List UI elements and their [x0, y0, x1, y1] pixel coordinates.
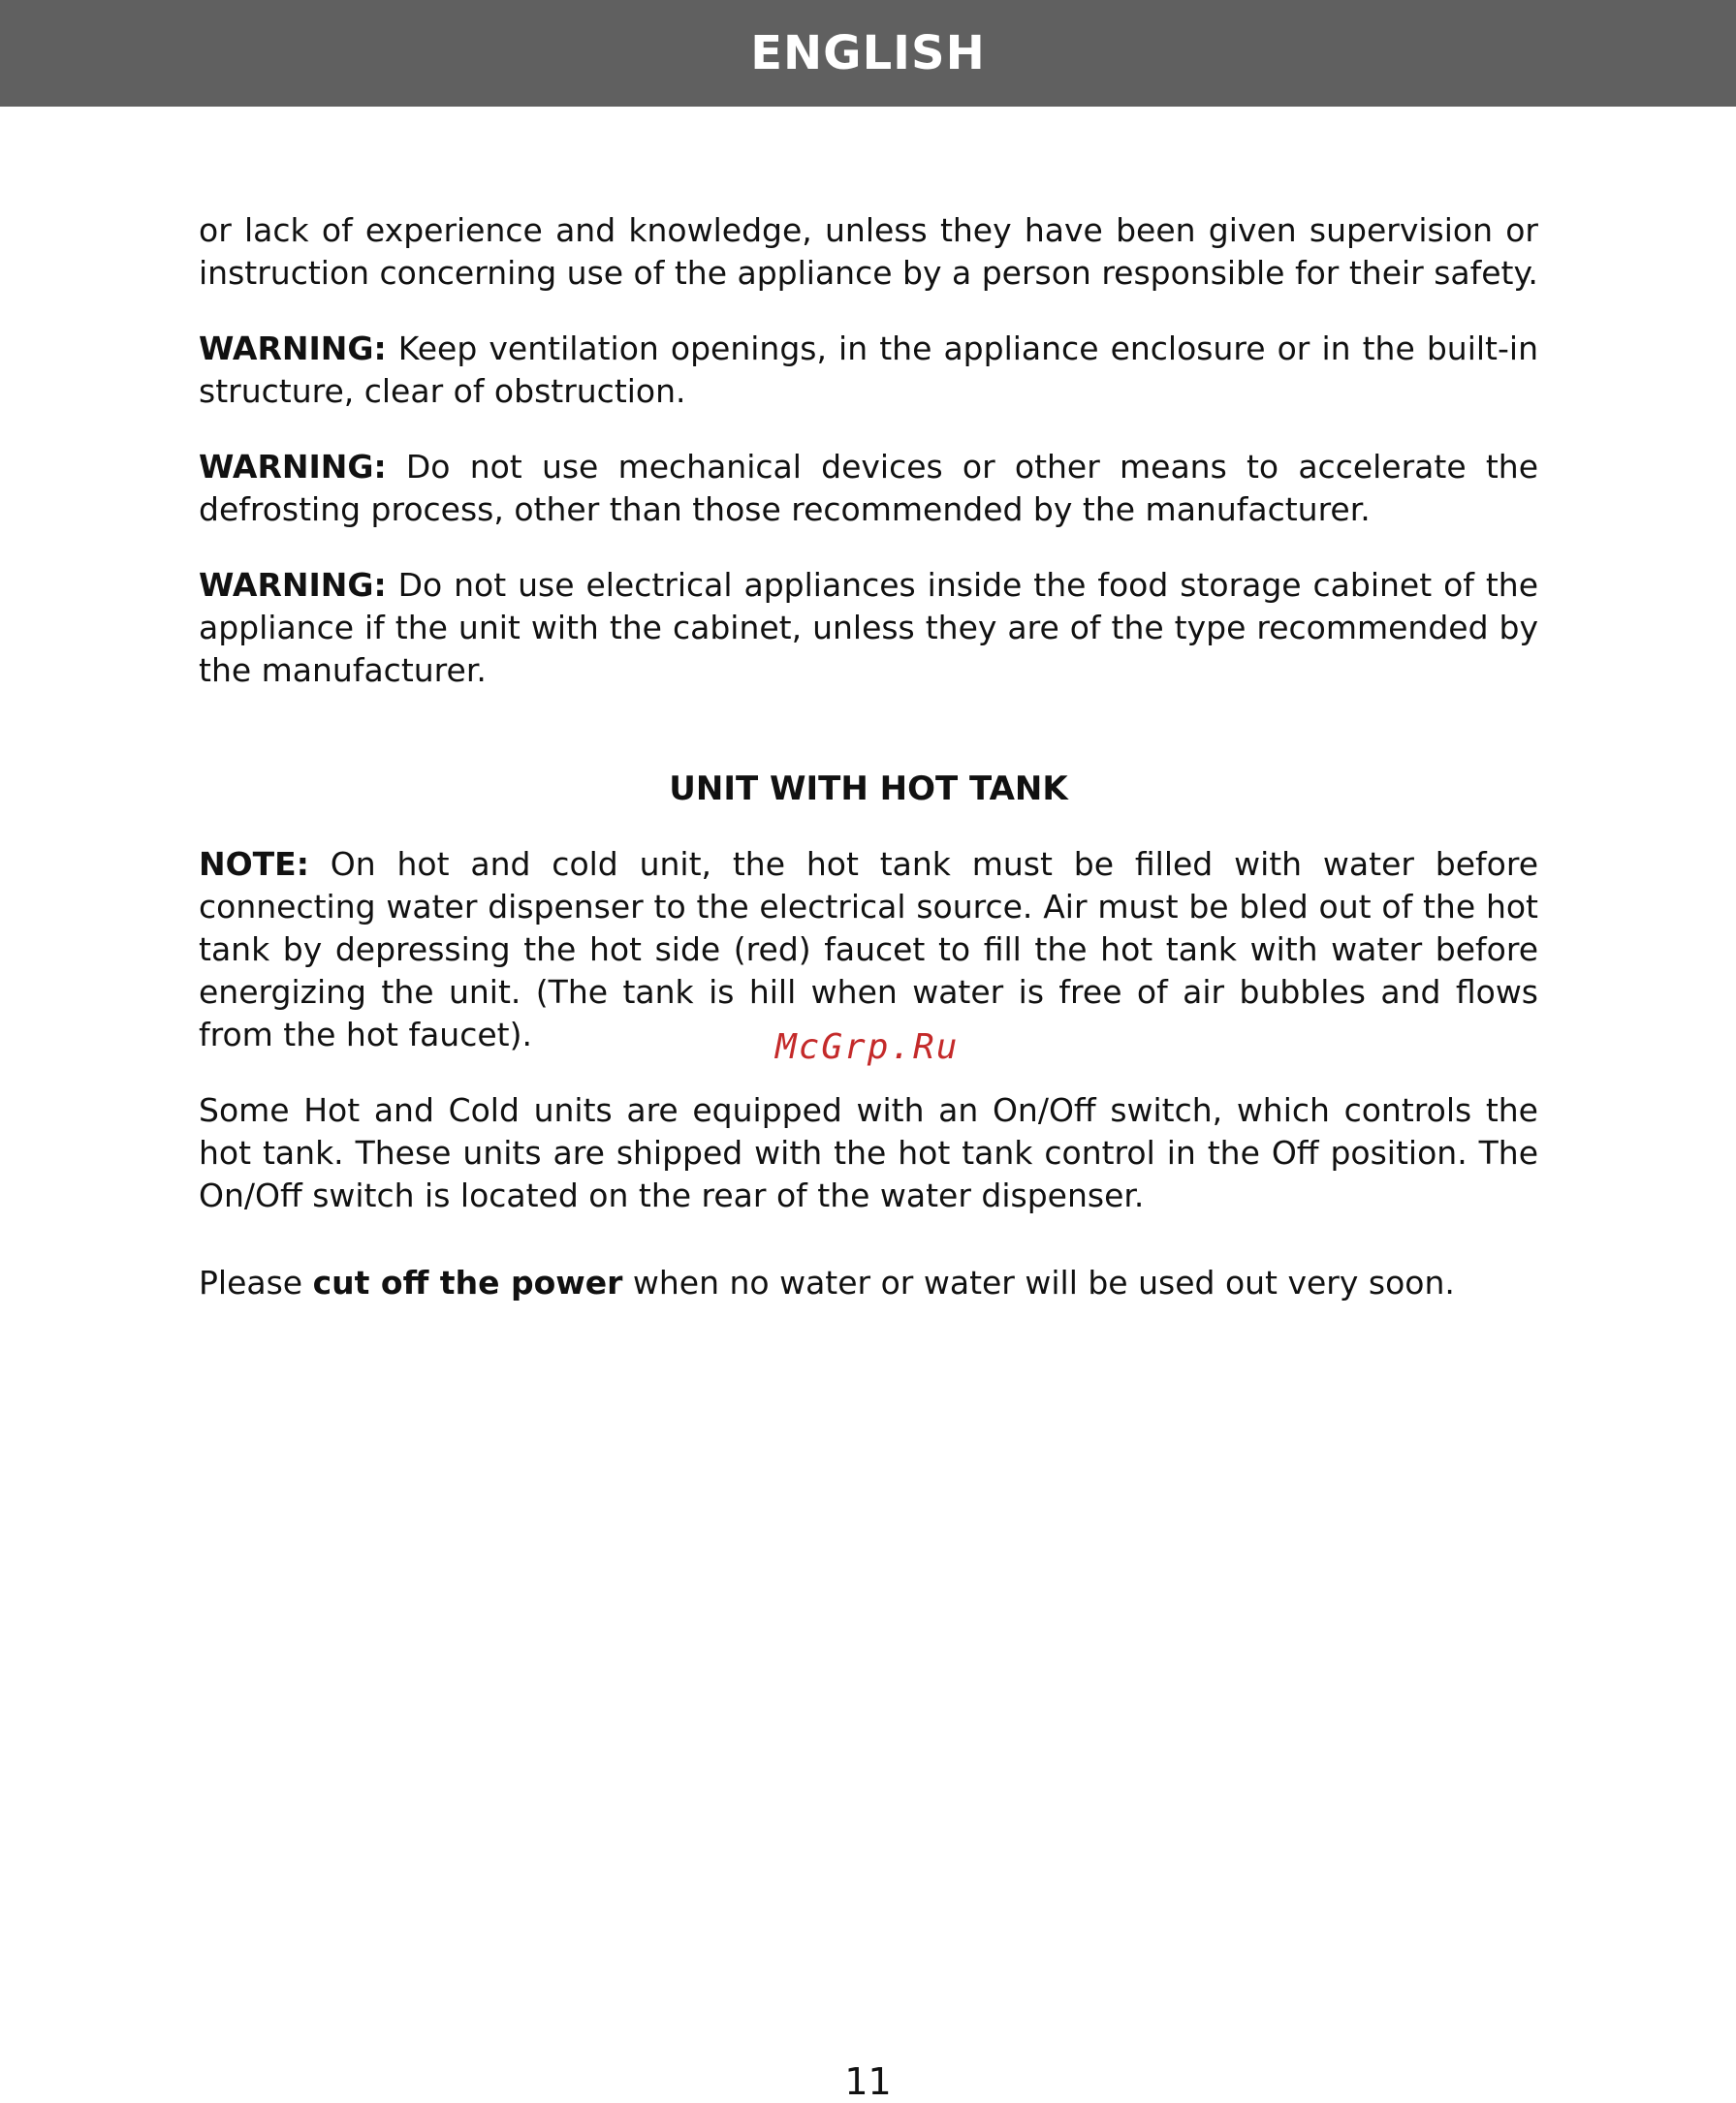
warning-label: WARNING:: [199, 448, 387, 486]
switch-info-paragraph: Some Hot and Cold units are equipped with an On/Off switch, which controls the hot tank. These units are shipped with the hot tank control in the Off position. The On/Off switch is located on the rear of the water dispenser.: [199, 1091, 1538, 1214]
header-title: ENGLISH: [750, 26, 986, 80]
note-paragraph: [199, 843, 1538, 1056]
intro-paragraph: or lack of experience and knowledge, unless they have been given supervision or instruction concerning use of the appliance by a person responsible for their safety.: [199, 211, 1538, 292]
document-body: [199, 209, 1538, 1337]
power-prefix: Please: [199, 1264, 303, 1302]
watermark: McGrp.Ru: [775, 1027, 960, 1067]
page-number: 11: [844, 2060, 892, 2103]
warning-ventilation: [199, 328, 1538, 413]
warning-electrical: [199, 564, 1538, 692]
warning-label: WARNING:: [199, 330, 387, 367]
warning-text: Do not use mechanical devices or other means to accelerate the defrosting process, other than those recommended by the manufacturer.: [199, 448, 1539, 528]
note-text: On hot and cold unit, the hot tank must be filled with water before connecting water dispenser to the electrical source. Air must be bled out of the hot tank by depressing the hot side (red) faucet to fill the hot tank with water before energizing the unit. (The tank is hill when water is free of air bubbles and flows from the hot faucet).: [199, 845, 1538, 1053]
warning-defrosting: [199, 446, 1538, 531]
section-heading: UNIT WITH HOT TANK: [669, 769, 1068, 808]
note-label: NOTE:: [199, 845, 309, 883]
power-paragraph: [199, 1262, 1538, 1304]
warning-text: Do not use electrical appliances inside the food storage cabinet of the appliance if the unit with the cabinet, unless they are of the type recommended by the manufacturer.: [199, 566, 1538, 689]
warning-text: Keep ventilation openings, in the appliance enclosure or in the built-in structure, clear of obstruction.: [199, 330, 1538, 410]
power-emphasis: cut off the power: [312, 1264, 623, 1302]
header-bar: [0, 0, 1736, 107]
warning-label: WARNING:: [199, 566, 387, 604]
power-suffix: when no water or water will be used out very soon.: [632, 1264, 1455, 1302]
